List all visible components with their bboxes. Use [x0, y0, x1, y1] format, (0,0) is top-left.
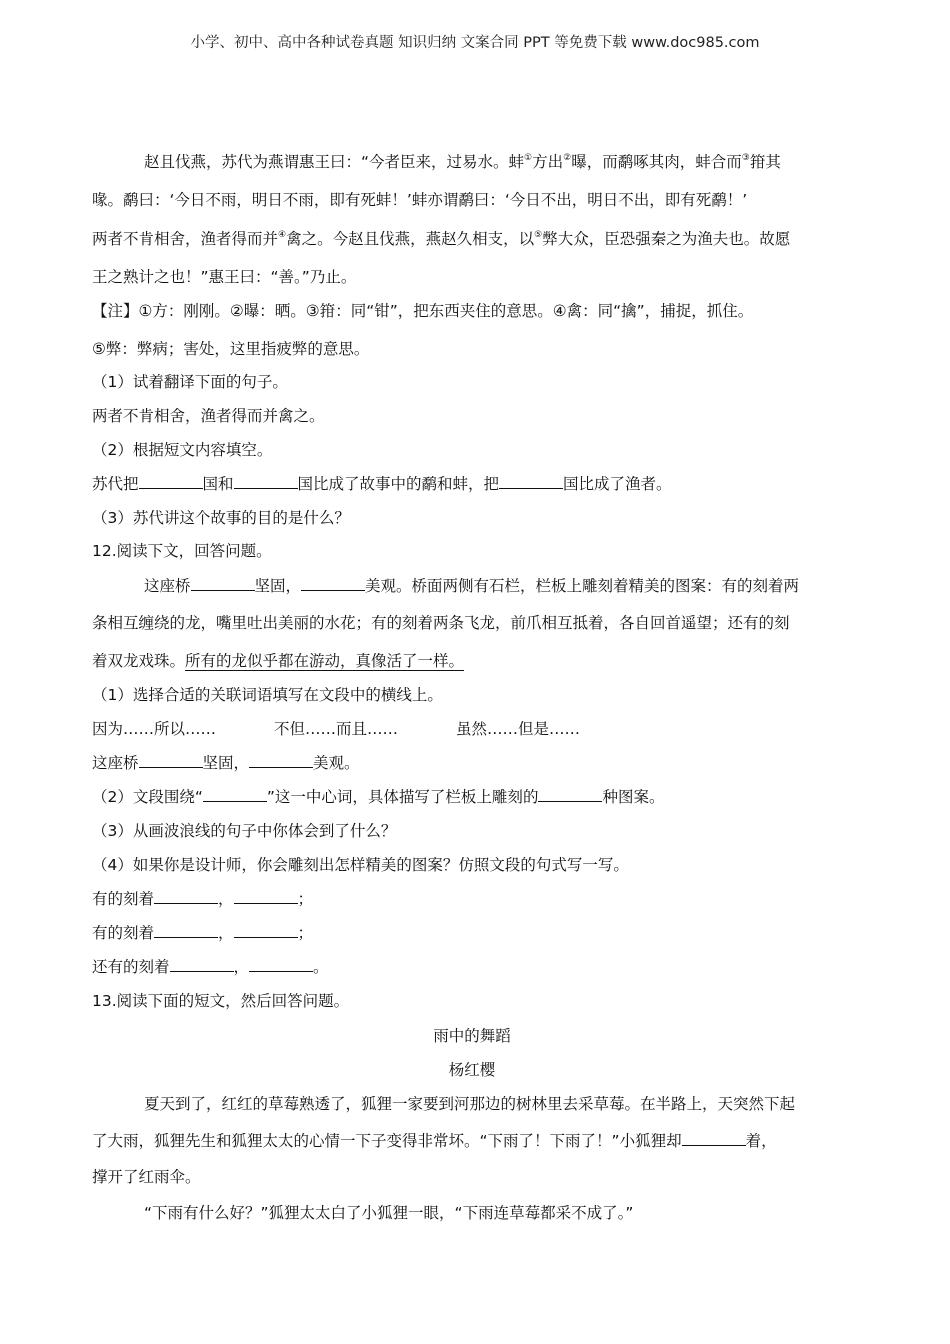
story-title: 雨中的舞蹈	[433, 1027, 511, 1045]
blank[interactable]	[249, 753, 313, 768]
conjunction-options	[92, 719, 580, 739]
blank[interactable]	[154, 889, 218, 904]
footnote-marker: ②	[563, 153, 572, 163]
passage-line: 喙。鹬曰：‘今日不雨，明日不雨，即有死蚌！’蚌亦谓鹬曰：‘今日不出，明日不出，即有死鹬！’	[92, 191, 748, 209]
option: 不但……而且……	[274, 720, 399, 738]
blank[interactable]	[234, 923, 298, 938]
notes-line: ⑤弊：弊病；害处，这里指疲弊的意思。	[92, 340, 370, 358]
fill-in-line: 苏代把 国和 国比成了故事中的鹬和蚌，把 国比成了渔者。	[92, 475, 672, 493]
blank[interactable]	[139, 753, 203, 768]
passage-line: 夏天到了，红红的草莓熟透了，狐狸一家要到河那边的树林里去采草莓。在半路上，天突然下起	[144, 1095, 796, 1113]
blank[interactable]	[301, 576, 365, 591]
blank[interactable]	[170, 957, 234, 972]
notes-line: 【注】①方：刚刚。②曝：晒。③箝：同“钳”，把东西夹住的意思。④禽：同“擒”，捕捉，抓住。	[92, 302, 754, 320]
blank[interactable]	[234, 889, 298, 904]
footnote-marker: ③	[741, 153, 750, 163]
story-author: 杨红樱	[448, 1061, 496, 1079]
passage-line: 了大雨，狐狸先生和狐狸太太的心情一下子变得非常坏。“下雨了！下雨了！”小狐狸却 着，	[92, 1132, 777, 1150]
write-line: 有的刻着 ， ；	[92, 890, 314, 908]
option: 因为……所以……	[92, 720, 217, 738]
passage-line: “下雨有什么好？”狐狸太太白了小狐狸一眼，“下雨连草莓都采不成了。”	[144, 1204, 634, 1222]
passage-line: 赵且伐燕，苏代为燕谓惠王曰：“今者臣来，过易水。蚌①方出②曝，而鹬啄其肉，蚌合而③箝其	[144, 153, 781, 171]
question-12-1: （1）选择合适的关联词语填写在文段中的横线上。	[92, 686, 443, 704]
passage-line: 王之熟计之也！”惠王曰：“善。”乃止。	[92, 268, 357, 286]
blank[interactable]	[682, 1131, 746, 1146]
passage-line: 这座桥 坚固， 美观。桥面两侧有石栏，栏板上雕刻着精美的图案：有的刻着两	[144, 577, 800, 595]
blank[interactable]	[154, 923, 218, 938]
question-12-3: （3）从画波浪线的句子中你体会到了什么？	[92, 822, 397, 840]
footnote-marker: ④	[278, 230, 287, 240]
blank[interactable]	[499, 474, 563, 489]
blank[interactable]	[249, 957, 313, 972]
blank[interactable]	[538, 787, 602, 802]
fill-in-line: 这座桥 坚固， 美观。	[92, 754, 360, 772]
passage-line: 两者不肯相舍，渔者得而并④禽之。今赵且伐燕，燕赵久相支，以⑤弊大众，臣恐强秦之为渔夫也。故愿	[92, 230, 791, 248]
question-11-1: （1）试着翻译下面的句子。	[92, 373, 288, 391]
blank[interactable]	[191, 576, 255, 591]
wavy-underlined-sentence: 所有的龙似乎都在游动，真像活了一样。	[185, 652, 465, 670]
question-12-title: 12.阅读下文，回答问题。	[92, 542, 272, 560]
footnote-marker: ①	[524, 153, 533, 163]
question-13-title: 13.阅读下面的短文，然后回答问题。	[92, 992, 350, 1010]
page-header: 小学、初中、高中各种试卷真题 知识归纳 文案合同 PPT 等免费下载 www.doc985.com	[190, 35, 760, 51]
option: 虽然……但是……	[456, 720, 581, 738]
passage-line: 着双龙戏珠。所有的龙似乎都在游动，真像活了一样。	[92, 652, 465, 670]
question-12-4: （4）如果你是设计师，你会雕刻出怎样精美的图案？仿照文段的句式写一写。	[92, 856, 629, 874]
question-11-3: （3）苏代讲这个故事的目的是什么？	[92, 509, 350, 527]
footnote-marker: ⑤	[534, 230, 543, 240]
passage-line: 撑开了红雨伞。	[92, 1168, 201, 1186]
write-line: 还有的刻着 ， 。	[92, 958, 329, 976]
question-11-2: （2）根据短文内容填空。	[92, 441, 273, 459]
sentence-to-translate: 两者不肯相舍，渔者得而并禽之。	[92, 407, 325, 425]
blank[interactable]	[234, 474, 298, 489]
blank[interactable]	[139, 474, 203, 489]
passage-line: 条相互缠绕的龙，嘴里吐出美丽的水花；有的刻着两条飞龙，前爪相互抵着，各自回首遥望；还有的刻	[92, 614, 790, 632]
write-line: 有的刻着 ， ；	[92, 924, 314, 942]
blank[interactable]	[203, 787, 267, 802]
question-12-2: （2）文段围绕“ ”这一中心词，具体描写了栏板上雕刻的 种图案。	[92, 788, 665, 806]
